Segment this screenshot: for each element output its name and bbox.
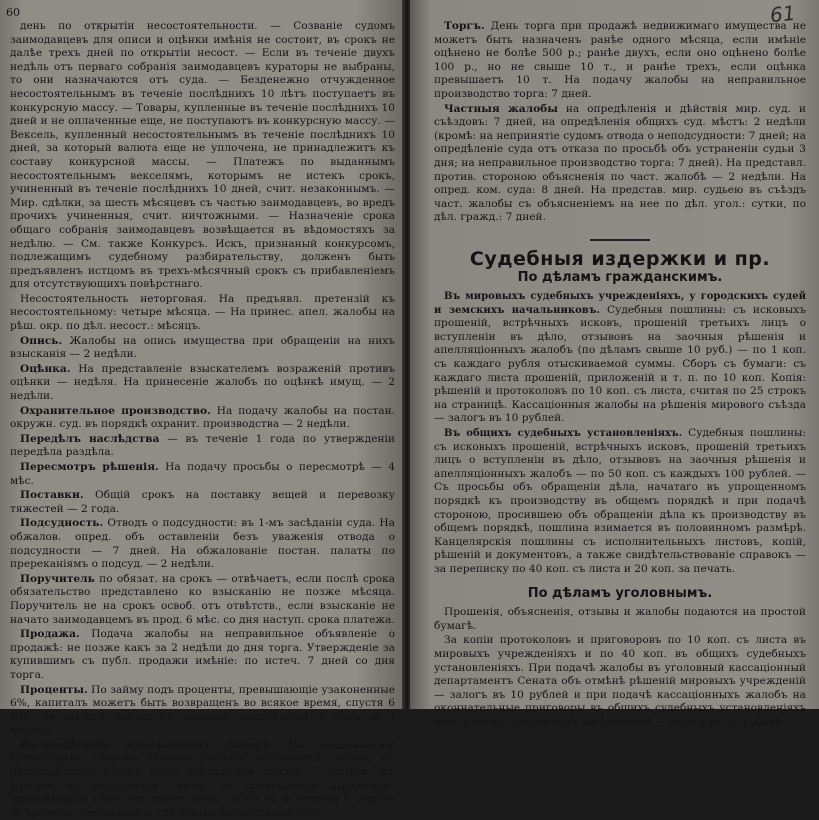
section-heading-costs: Судебныя издержки и пр.	[469, 247, 771, 270]
paragraph	[10, 433, 395, 460]
paragraph	[434, 290, 806, 426]
paragraph-label: Въ общихъ судебныхъ установленіяхъ.	[444, 428, 683, 440]
paragraph-label: Опись.	[20, 334, 63, 347]
left-page-number: 60	[6, 6, 20, 19]
paragraph	[10, 739, 395, 820]
paragraph-label: Частныя жалобы	[444, 102, 558, 115]
right-page-number: 61	[768, 0, 797, 28]
paragraph-text: По займу подъ проценты, превышающіе узаконенные 6%, капиталъ можетъ быть возвращенъ во всякое время, спустя 6 мѣс. по заключ. займа, съ письмен. предупрежд. о томъ за 3 мѣсяца.	[10, 683, 396, 737]
paragraph-label: Распредѣленіе взысканныхъ денегъ.	[20, 738, 274, 751]
paragraph-label: Въ мировыхъ судебныхъ учрежденіяхъ, у городскихъ судей и земскихъ начальниковъ.	[434, 291, 806, 316]
paragraph-text: За копіи протоколовъ и приговоровъ по 10 коп. съ листа въ мировыхъ учрежденіяхъ и по 40 коп. въ общихъ судебныхъ установленіяхъ. При подачѣ жалобы въ уголовный кассаціонный департаментъ Сената объ отмѣнѣ рѣшеній мировыхъ учрежденій — залогъ въ 10 рублей и при подачѣ кассаціонныхъ жалобъ на окончательные приговоры въ общихъ судебныхъ установленіяхъ безъ участія присяжныхъ засѣдателей — залогъ въ 25 рублей.	[434, 634, 806, 728]
paragraph-label: Охранительное производство.	[20, 404, 211, 417]
paragraph	[434, 634, 806, 729]
paragraph	[10, 517, 395, 571]
paragraph-text: Несостоятельность неторговая. На предъявл. претензій къ несостоятельному: четыре мѣсяца. — На принес. апел. жалобы на рѣш. окр. по дѣл. несост.: мѣсяцъ.	[10, 292, 395, 333]
paragraph-text: на опредѣленія и дѣйствія мир. суд. и съѣздовъ: 7 дней, на опредѣленія общихъ суд. мѣстъ: 2 недѣли (кромѣ: на непринятіе судомъ отвода о неподсудности: 7 дней; на опредѣленіе суда отъ отказа по просьбѣ объ устраненіи судьи 3 дня; на неправильное производство торга: 7 дней). На представл. против. стороною объясненія по част. жалобѣ — 2 недѣли. На опред. ком. суда: 8 дней. На представ. мир. судьею въ съѣздъ част. жалобы съ объясненіемъ на нее по дѣл. угол.: сутки, по дѣл. гражд.: 7 дней.	[434, 102, 806, 224]
left-page	[0, 0, 404, 819]
paragraph-text: по обязат. на срокъ — отвѣчаетъ, если послѣ срока обязательство представлено ко взысканію не позже мѣсяца. Поручитель не на срокъ освоб. отъ отвѣтств., если взысканіе не начато заимодавцемъ въ прод. 6 мѣс. со дня наступ. срока платежа.	[10, 572, 395, 626]
paragraph-label: Оцѣнка.	[20, 362, 71, 375]
paragraph	[10, 335, 395, 362]
paragraph-text: На подачу жалобы на постан. окружн. суд. въ порядкѣ охранит. производства — 2 недѣли.	[10, 404, 396, 431]
civil-paragraphs	[434, 290, 806, 576]
right-top-paragraphs	[434, 20, 806, 225]
paragraph	[434, 103, 806, 225]
paragraph	[10, 20, 395, 292]
subheading-criminal: По дѣламъ уголовнымъ.	[527, 585, 713, 601]
paragraph-label: Торгъ.	[444, 20, 485, 32]
paragraph	[10, 684, 395, 738]
paragraph	[10, 489, 395, 516]
paragraph	[10, 363, 395, 404]
paragraph	[10, 405, 395, 432]
paragraph-label: Поручитель	[20, 572, 95, 585]
paragraph-text: Прошенія, объясненія, отзывы и жалобы подаются на простой бумагѣ.	[434, 606, 806, 632]
paragraph	[10, 293, 395, 334]
paragraph-text: На предъявленіе кредиторами споровъ противъ расчета, сдѣланнаго судомъ, по распредѣленію между ними взысканной суммы — недѣля. Къ участію во взысканной суммѣ не допускаются кредиторы, предъявившіе свои исполнительные листы по истеченіи 6 недѣль со времени предъявленія той суммы въ окружный судъ.	[10, 738, 395, 819]
paragraph	[10, 573, 395, 627]
right-text-column	[434, 20, 806, 730]
criminal-paragraphs	[434, 606, 806, 729]
paragraph-label: Пересмотръ рѣшенія.	[20, 461, 159, 473]
paragraph-text: — въ теченіе 1 года по утвержденіи передѣла раздѣла.	[10, 432, 395, 459]
paragraph-text: Общій срокъ на поставку вещей и перевозку тяжестей — 2 года.	[10, 489, 396, 515]
paragraph	[10, 628, 395, 682]
right-page	[410, 0, 819, 728]
paragraph-text: Отводъ о подсудности: въ 1-мъ засѣданіи суда. На обжалов. опред. объ оставленіи безъ уваженія отвода о подсудности — 7 дней. На обжалованіе постан. палаты по пререканіямъ о подсуд. — 2 недѣли.	[10, 517, 395, 571]
paragraph-text: Подача жалобы на неправильное объявленіе о продажѣ: не позже какъ за 2 недѣли до дня торга. Утвержденіе за купившимъ съ публ. продажи имѣніе: по истеч. 7 дней со дня торга.	[10, 628, 395, 681]
paragraph-text: На представленіе взыскателемъ возраженій противъ оцѣнки — недѣля. На принесеніе жалобъ по оцѣнкѣ имущ. — 2 недѣли.	[10, 362, 395, 403]
paragraph-label: Передѣлъ наслѣдства	[20, 432, 160, 445]
paragraph-label: Проценты.	[20, 683, 88, 696]
left-text-column	[10, 20, 395, 820]
paragraph	[10, 461, 395, 488]
paragraph-text: Судебныя пошлины: съ исковыхъ прошеній, встрѣчныхъ исковъ, прошеній третьихъ лицъ о вступленіи въ дѣло, отзывовъ на заочныя рѣшенія и апелляціонныхъ жалобъ — по 50 коп. съ каждыхъ 100 рублей. — Съ просьбы объ обращеніи дѣла, начатаго въ упрощенномъ порядкѣ къ производству въ общемъ порядкѣ и при подачѣ стороною, просившею объ обращеніи дѣла къ производству въ общемъ порядкѣ, пошлина взимается въ половинномъ размѣрѣ. Канцелярскія пошлины съ исполнительныхъ листовъ, копій, рѣшеній и документовъ, а также свидѣтельствованіе справокъ — за переписку по 40 коп. съ листа и 20 коп. за печать.	[434, 427, 807, 575]
paragraph-text: день по открытіи несостоятельности. — Созваніе судомъ заимодавцевъ для описи и оцѣнки имѣнія не состоит, въ срокъ не далѣе трехъ дней по открытіи несост. — Если въ теченіе двухъ недѣль отъ перваго собранія заимодавцевъ кураторы не выбраны, то они назначаются отъ суда. — Безденежно отчужденное несостоятельнымъ въ теченіе послѣднихъ 10 лѣтъ поступаетъ въ конкурсную массу. — Товары, купленные въ теченіе послѣднихъ 10 дней и не оплаченные еще, не поступаютъ въ конкурсную массу. — Вексель, купленный несостоятельнымъ въ теченіе послѣднихъ 10 дней, за который валюта еще не уплочена, не принадлежитъ къ составу конкурсной массы. — Платежъ по выданнымъ несостоятельнымъ векселямъ, которымъ не истекъ срокъ, учиненный въ теченіе послѣднихъ 10 дней, счит. незаконнымъ. — Мир. сдѣлки, за шесть мѣсяцевъ съ частью заимодавцевъ, во вредъ прочихъ учиненныя, счит. ничтожными. — Назначеніе срока общаго собранія заимодавцевъ возвѣщается въ вѣдомостяхъ за недѣлю. — См. также Конкурсъ. Искъ, признаный конкурсомъ, подлежащимъ судебному разбирательству, долженъ быть предъявленъ истцомъ въ трехъ-мѣсячный срокъ съ прибавленіемъ для отсутствующихъ повѣрстнаго.	[10, 20, 395, 291]
paragraph-text: На подачу просьбы о пересмотрѣ — 4 мѣс.	[10, 461, 396, 487]
paragraph	[434, 20, 806, 102]
paragraph-text: Судебныя пошлины: съ исковыхъ прошеній, встрѣчныхъ исковъ, прошеній третьихъ лицъ о вступленіи въ дѣло, отзывовъ на заочныя рѣшенія и апелляціонныхъ жалобъ (по дѣламъ свыше 10 руб.) — по 1 коп. съ каждаго рубля отыскиваемой суммы. Сборъ съ бумаги: съ каждаго листа прошеній, приложеній и т. п. по 10 коп. Копія: рѣшеній и протоколовъ по 10 коп. съ листа, считая по 25 строкъ на страницѣ. Кассаціонныя жалобы на рѣшенія мирового съѣзда — залогъ въ 10 рублей.	[434, 303, 807, 425]
paragraph-label: Поставки.	[20, 489, 84, 502]
paragraph-text: Жалобы на опись имущества при обращеніи на нихъ взысканія — 2 недѣли.	[10, 334, 396, 361]
paragraph-label: Подсудность.	[20, 517, 104, 530]
section-divider	[590, 239, 650, 241]
subheading-civil: По дѣламъ гражданскимъ.	[517, 269, 723, 285]
paragraph	[434, 427, 806, 577]
paragraph-label: Продажа.	[20, 628, 80, 641]
paragraph-text: День торга при продажѣ недвижимаго имущества не можетъ быть назначенъ ранѣе одного мѣсяца, если имѣніе оцѣнено не болѣе 500 р.; ранѣе двухъ, если оно оцѣнено болѣе 100 р., но не свыше 10 т., и ранѣе трехъ, если оцѣнка превышаетъ 10 т. На подачу жалобы на неправильное производство торга: 7 дней.	[434, 20, 806, 100]
paragraph	[434, 606, 806, 633]
